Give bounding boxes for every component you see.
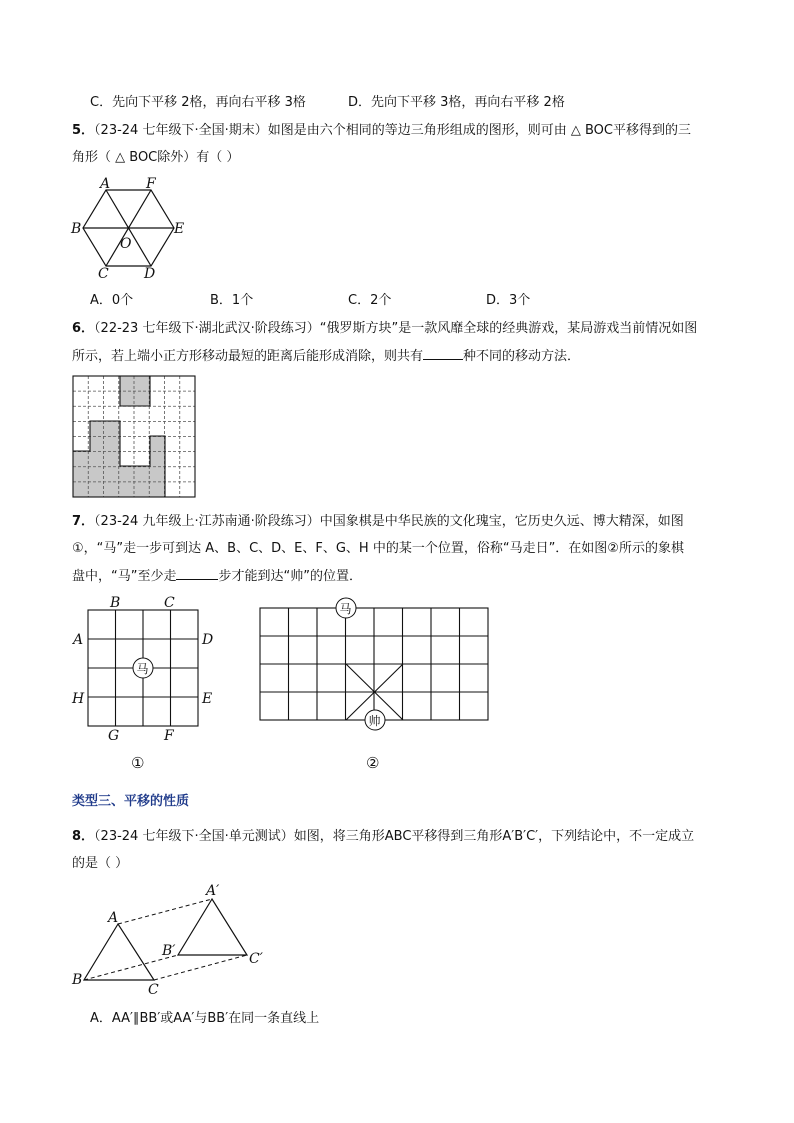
fig1-caption: ① — [131, 754, 145, 772]
q6-text-2b: 种不同的移动方法． — [463, 349, 581, 364]
q5-number: 5． — [72, 123, 95, 138]
q6-answer-blank — [423, 347, 463, 360]
q5-label-f: F — [146, 176, 156, 192]
q7-number: 7． — [72, 514, 95, 529]
q8-label-c1: C′ — [249, 951, 263, 967]
q5-hexagon-figure — [68, 176, 193, 288]
q6-stem-line1 — [72, 320, 697, 338]
q5-source: （23-24 七年级下·全国·期末） — [94, 123, 268, 138]
fig1-label-e: E — [202, 691, 213, 707]
q5-option-d: D．3个 — [486, 293, 531, 308]
q6-number: 6． — [72, 321, 95, 336]
q8-stem-line2: 的是（ ） — [72, 856, 129, 871]
q8-text-1: 如图，将三角形ABC平移得到三角形A′B′C′，下列结论中，不一定成立 — [293, 829, 695, 844]
stack-cell — [90, 421, 120, 451]
q8-label-a1: A′ — [206, 883, 220, 899]
q5-label-d: D — [144, 266, 156, 282]
triangle-a1b1c1 — [178, 899, 247, 955]
q7-text-1: 中国象棋是中华民族的文化瑰宝，它历史久远、博大精深，如图 — [319, 514, 684, 529]
q8-label-a: A — [108, 910, 119, 926]
q5-label-a: A — [100, 176, 111, 192]
fig1-label-d: D — [202, 632, 214, 648]
q6-tetris-grid — [72, 375, 197, 499]
q7-stem-line2: ①，“马”走一步可到达 A、B、C、D、E、F、G、H 中的某一个位置，俗称“马走日”．在如图②所示的象棋 — [72, 541, 684, 556]
q8-label-c: C — [148, 982, 159, 998]
q7-text-3b: 步才能到达“帅”的位置． — [218, 569, 362, 584]
q6-stem-line2 — [72, 347, 580, 366]
q6-text-2a: 所示，若上端小正方形移动最短的距离后能形成消除，则共有 — [72, 349, 424, 364]
fig1-label-a: A — [73, 632, 84, 648]
horse-label: 马 — [136, 662, 149, 676]
q7-answer-blank — [176, 567, 218, 580]
q7-source: （23-24 九年级上·江苏南通·阶段练习） — [94, 514, 320, 529]
q5-text-1: 如图是由六个相同的等边三角形组成的图形，则可由 △ BOC平移得到的三 — [267, 123, 691, 138]
fig1-label-g: G — [108, 728, 120, 744]
q5-option-c: C．2个 — [348, 293, 392, 308]
q7-figure-2-chessboard — [250, 592, 500, 772]
triangle-abc — [84, 924, 154, 980]
q6-text-1: “俄罗斯方块”是一款风靡全球的经典游戏，某局游戏当前情况如图 — [319, 321, 698, 336]
fig1-label-f: F — [164, 728, 174, 744]
q5-label-o: O — [120, 236, 132, 252]
q5-option-a: A．0个 — [90, 293, 134, 308]
horse-label: 马 — [339, 602, 352, 616]
q5-label-b: B — [71, 221, 82, 237]
q8-option-a: A．AA′∥BB′或AA′与BB′在同一条直线上 — [90, 1011, 320, 1026]
fig1-label-b: B — [110, 595, 121, 611]
section-heading: 类型三、平移的性质 — [72, 794, 190, 809]
q8-label-b: B — [72, 972, 83, 988]
q8-stem-line1 — [72, 828, 694, 846]
q6-source: （22-23 七年级下·湖北武汉·阶段练习） — [94, 321, 320, 336]
q8-translation-figure — [66, 876, 276, 1000]
q5-stem-line2: 角形（ △ BOC除外）有（ ） — [72, 150, 240, 165]
fig1-label-h: H — [72, 691, 85, 707]
segment-aa1 — [118, 899, 212, 924]
stack-cell — [73, 451, 88, 497]
q7-stem-line1 — [72, 513, 684, 531]
q8-label-b1: B′ — [162, 943, 176, 959]
q5-label-e: E — [174, 221, 185, 237]
q5-option-b: B．1个 — [210, 293, 254, 308]
stack-cell — [150, 451, 165, 497]
general-label: 帅 — [368, 714, 381, 728]
q5-stem-line1 — [72, 122, 691, 140]
q4-option-c: C．先向下平移 2格，再向右平移 3格 — [90, 95, 306, 110]
fig1-label-c: C — [164, 595, 175, 611]
fig2-caption: ② — [366, 754, 380, 772]
q8-number: 8． — [72, 829, 95, 844]
q8-source: （23-24 七年级下·全国·单元测试） — [94, 829, 294, 844]
q7-text-3a: 盘中，“马”至少走 — [72, 569, 177, 584]
stack-cell — [150, 436, 165, 451]
q4-option-d: D．先向下平移 3格，再向右平移 2格 — [348, 95, 565, 110]
q7-figure-1-knight-moves — [70, 592, 220, 772]
q7-stem-line3 — [72, 567, 362, 586]
stack-cell — [88, 451, 120, 497]
q5-label-c: C — [98, 266, 109, 282]
